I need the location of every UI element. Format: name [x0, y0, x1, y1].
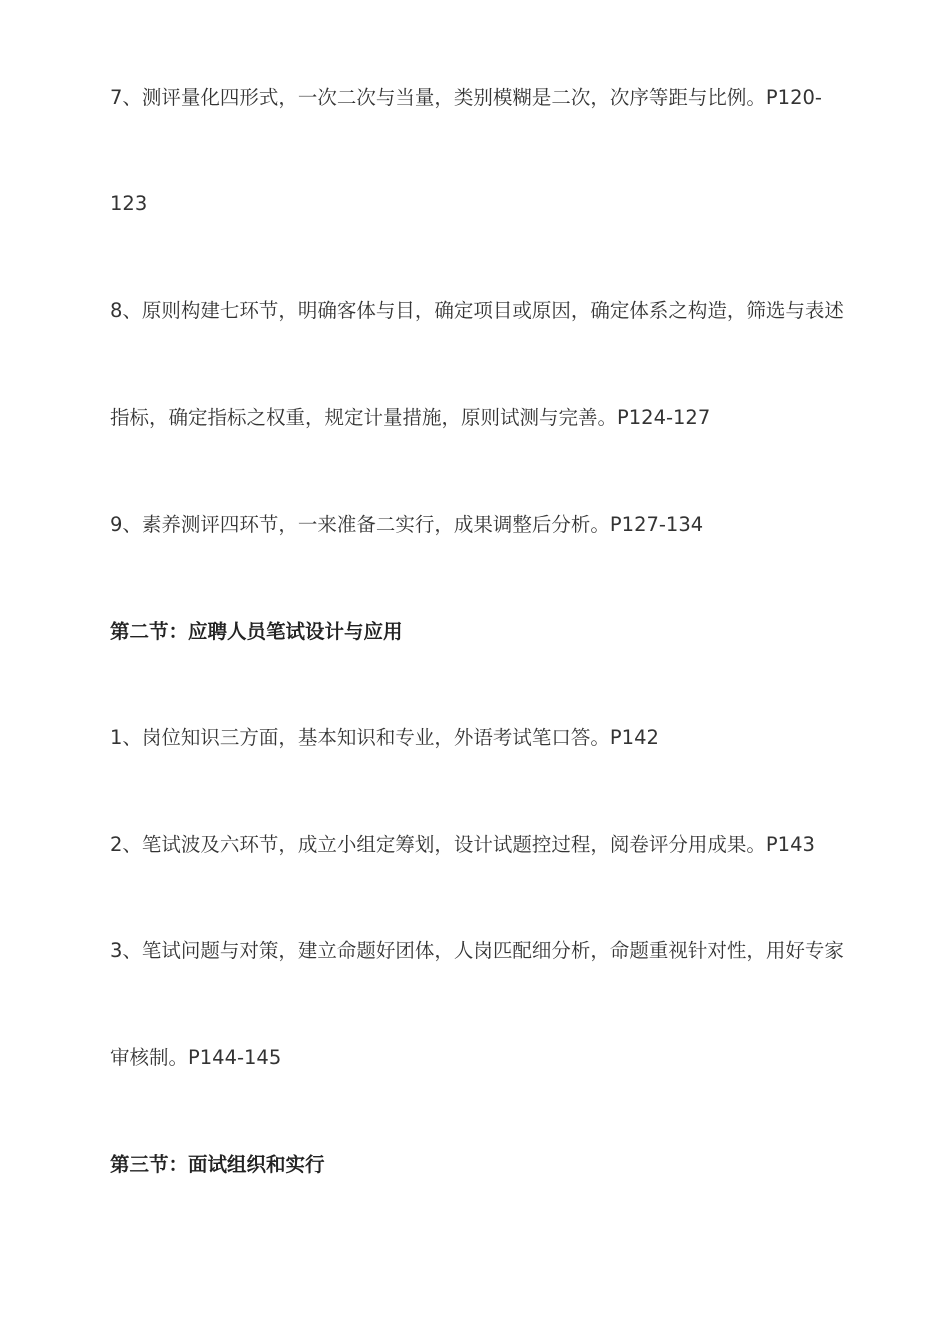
section-heading-2: 第二节：应聘人员笔试设计与应用	[110, 620, 403, 643]
text-line-item-9: 9、素养测评四环节，一来准备二实行，成果调整后分析。P127-134	[110, 513, 704, 536]
text-line-item-1: 1、岗位知识三方面，基本知识和专业，外语考试笔口答。P142	[110, 726, 659, 749]
section-heading-3: 第三节：面试组织和实行	[110, 1153, 325, 1176]
text-line-item-8: 8、原则构建七环节，明确客体与目，确定项目或原因，确定体系之构造，筛选与表述	[110, 299, 844, 322]
text-line-item-7: 7、测评量化四形式，一次二次与当量，类别模糊是二次，次序等距与比例。P120-	[110, 86, 822, 109]
text-line-item-2: 2、笔试波及六环节，成立小组定筹划，设计试题控过程，阅卷评分用成果。P143	[110, 833, 815, 856]
text-line-item-7-cont: 123	[110, 192, 148, 215]
text-line-item-8-cont: 指标，确定指标之权重，规定计量措施，原则试测与完善。P124-127	[110, 406, 711, 429]
text-line-item-3-cont: 审核制。P144-145	[110, 1046, 282, 1069]
text-line-item-3: 3、笔试问题与对策，建立命题好团体，人岗匹配细分析，命题重视针对性，用好专家	[110, 939, 844, 962]
